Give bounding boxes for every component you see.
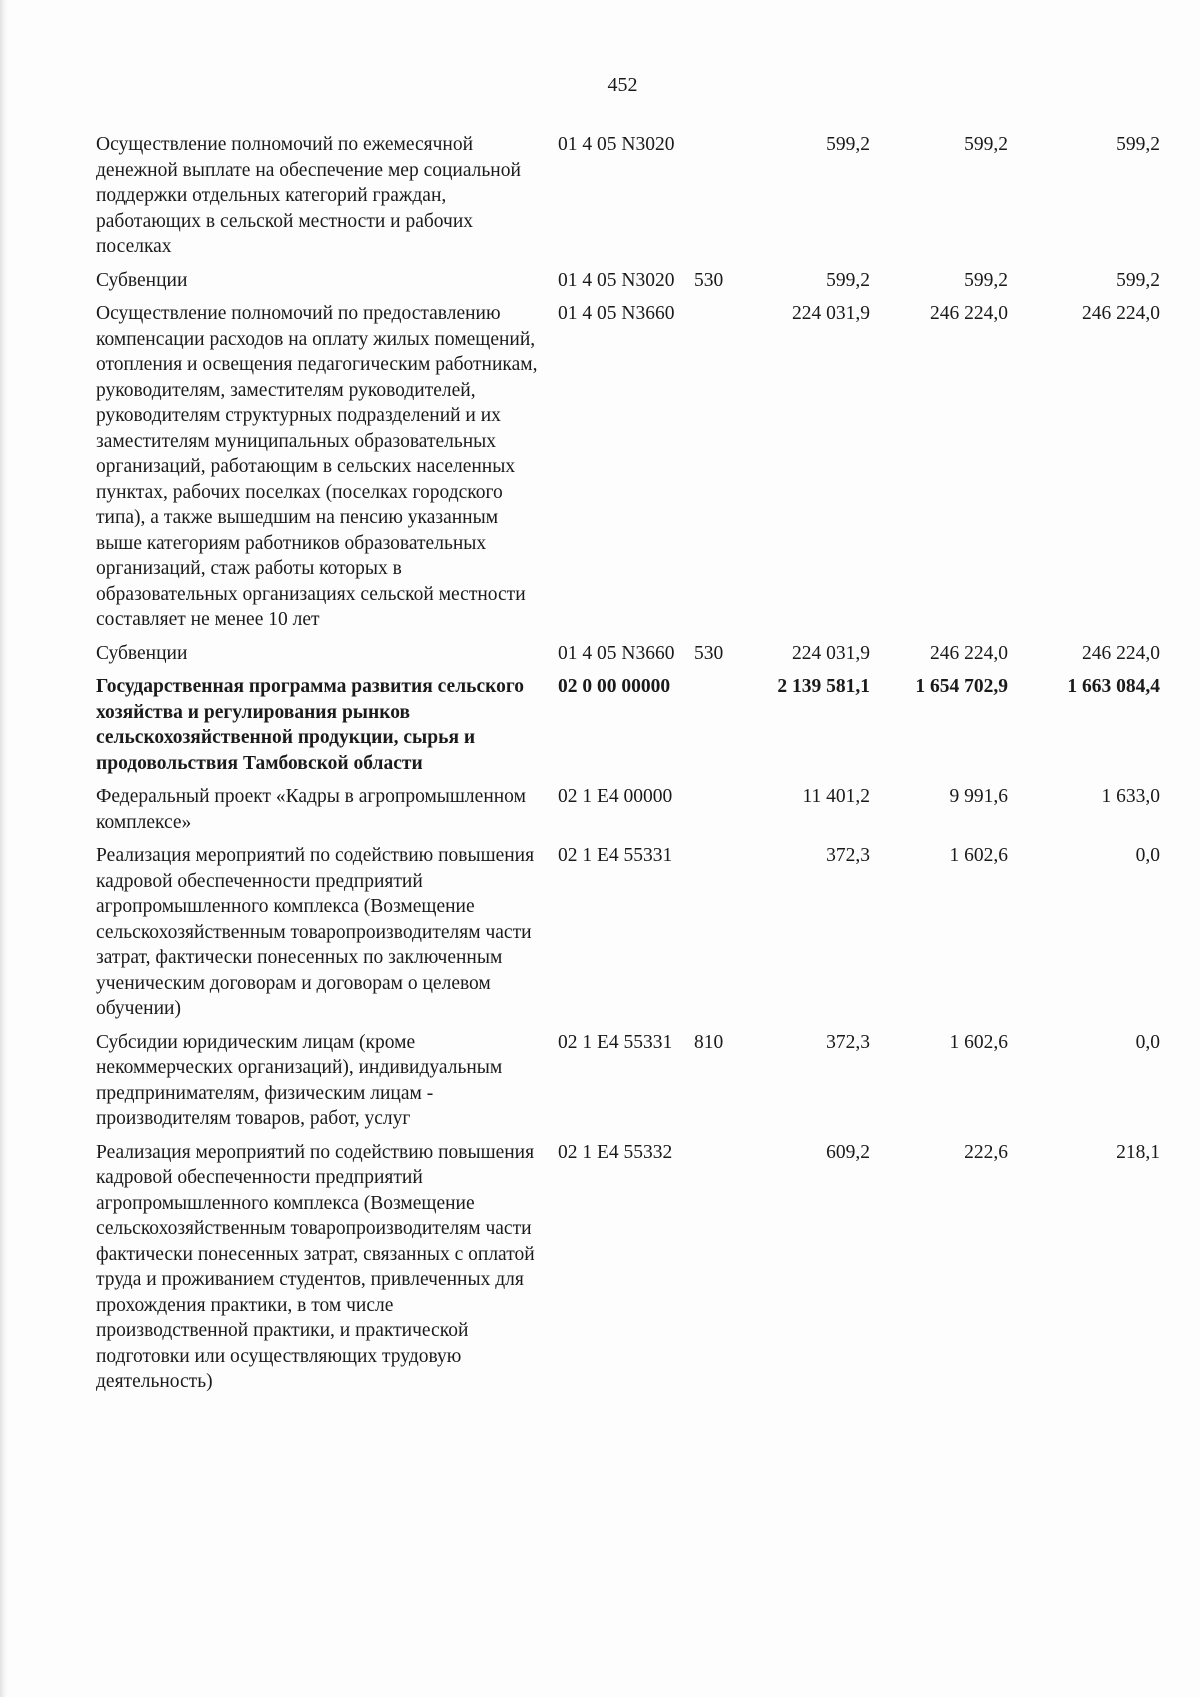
amount-year-2: 9 991,6 — [949, 786, 1008, 807]
target-article-code: 02 1 Е4 55332 — [558, 1141, 673, 1163]
amount-year-3: 599,2 — [1116, 269, 1160, 291]
target-article-code: 02 0 00 00000 — [558, 676, 671, 697]
amount-year-1: 372,3 — [826, 1031, 870, 1053]
target-article-code: 01 4 05 N3020 — [558, 134, 675, 155]
row-name-cell: Субвенции — [96, 269, 188, 291]
expense-type-code — [694, 1140, 738, 1403]
row-name-cell: Реализация мероприятий по содействию повышения кадровой обеспеченности предприятий агропромышленного комплекса (Возмещение сельскохозяйственным товаропроизводителям части затрат, фактически понесенных по заключенным ученическим договорам и договорам о целевом обучении) — [96, 845, 535, 1019]
amount-year-3: 0,0 — [1135, 845, 1160, 866]
amount-year-1: 224 031,9 — [792, 303, 870, 324]
budget-table-body — [96, 132, 1160, 1403]
expense-type-code — [694, 301, 738, 641]
amount-year-3: 1 663 084,4 — [1067, 676, 1160, 697]
row-name-cell: Осуществление полномочий по ежемесячной денежной выплате на обеспечение мер социальной поддержки отдельных категорий граждан, работающих в сельской местности и рабочих поселках — [96, 134, 521, 257]
amount-year-1: 2 139 581,1 — [777, 676, 870, 697]
amount-year-1: 609,2 — [826, 1141, 870, 1163]
row-name-cell: Осуществление полномочий по предоставлению компенсации расходов на оплату жилых помещений, отопления и освещения педагогическим работникам, руководителям, заместителям руководителей, руководителям структурных подразделений и их заместителям муниципальных образовательных организаций, работающим в сельских населенных пунктах, рабочих поселках (поселках городского типа), а также вышедшим на пенсию указанным выше категориям работников образовательных организаций, стаж работы которых в образовательных организациях сельской местности составляет не менее 10 лет — [96, 303, 538, 630]
budget-table — [96, 132, 1160, 1403]
row-name-cell: Субсидии юридическим лицам (кроме некоммерческих организаций), индивидуальным предпринимателям, физическим лицам - производителям товаров, работ, услуг — [96, 1031, 503, 1129]
row-name-cell: Государственная программа развития сельского хозяйства и регулирования рынков сельскохозяйственной продукции, сырья и продовольствия Тамбовской области — [96, 676, 524, 774]
amount-year-1: 11 401,2 — [802, 786, 870, 807]
target-article-code: 02 1 Е4 55331 — [558, 1031, 673, 1053]
table-row — [96, 132, 1160, 268]
target-article-code: 01 4 05 N3660 — [558, 303, 675, 324]
target-article-code: 01 4 05 N3020 — [558, 269, 675, 291]
amount-year-2: 246 224,0 — [930, 303, 1008, 324]
amount-year-3: 246 224,0 — [1082, 303, 1160, 324]
table-row — [96, 641, 1160, 675]
expense-type-code: 530 — [694, 269, 724, 291]
table-row — [96, 674, 1160, 784]
expense-type-code — [694, 132, 738, 268]
expense-type-code: 810 — [694, 1031, 724, 1053]
table-row — [96, 301, 1160, 641]
amount-year-2: 222,6 — [964, 1141, 1008, 1163]
expense-type-code — [694, 674, 738, 784]
page-number: 452 — [607, 74, 638, 96]
table-row — [96, 784, 1160, 843]
expense-type-code — [694, 784, 738, 843]
amount-year-3: 0,0 — [1135, 1031, 1160, 1053]
target-article-code: 02 1 Е4 00000 — [558, 786, 673, 807]
amount-year-2: 246 224,0 — [930, 642, 1008, 664]
row-name-cell: Реализация мероприятий по содействию повышения кадровой обеспеченности предприятий агропромышленного комплекса (Возмещение сельскохозяйственным товаропроизводителям части фактически понесенных затрат, связанных с оплатой труда и проживанием студентов, привлеченных для прохождения практики, в том числе производственной практики, и практической подготовки или осуществляющих трудовую деятельность) — [96, 1141, 535, 1392]
amount-year-3: 218,1 — [1116, 1141, 1160, 1163]
amount-year-3: 246 224,0 — [1082, 642, 1160, 664]
amount-year-2: 599,2 — [964, 134, 1008, 155]
table-row — [96, 268, 1160, 302]
table-row — [96, 843, 1160, 1030]
amount-year-1: 224 031,9 — [792, 642, 870, 664]
expense-type-code — [694, 843, 738, 1030]
table-row — [96, 1140, 1160, 1403]
amount-year-3: 1 633,0 — [1101, 786, 1160, 807]
amount-year-1: 599,2 — [826, 269, 870, 291]
amount-year-3: 599,2 — [1116, 134, 1160, 155]
target-article-code: 02 1 Е4 55331 — [558, 845, 673, 866]
row-name-cell: Федеральный проект «Кадры в агропромышленном комплексе» — [96, 786, 526, 833]
row-name-cell: Субвенции — [96, 642, 188, 664]
table-row — [96, 1030, 1160, 1140]
amount-year-2: 1 602,6 — [949, 1031, 1008, 1053]
target-article-code: 01 4 05 N3660 — [558, 642, 675, 664]
amount-year-1: 599,2 — [826, 134, 870, 155]
expense-type-code: 530 — [694, 642, 724, 664]
amount-year-2: 1 654 702,9 — [915, 676, 1008, 697]
amount-year-2: 599,2 — [964, 269, 1008, 291]
amount-year-2: 1 602,6 — [949, 845, 1008, 866]
scan-edge-shadow — [0, 0, 8, 1697]
amount-year-1: 372,3 — [826, 845, 870, 866]
